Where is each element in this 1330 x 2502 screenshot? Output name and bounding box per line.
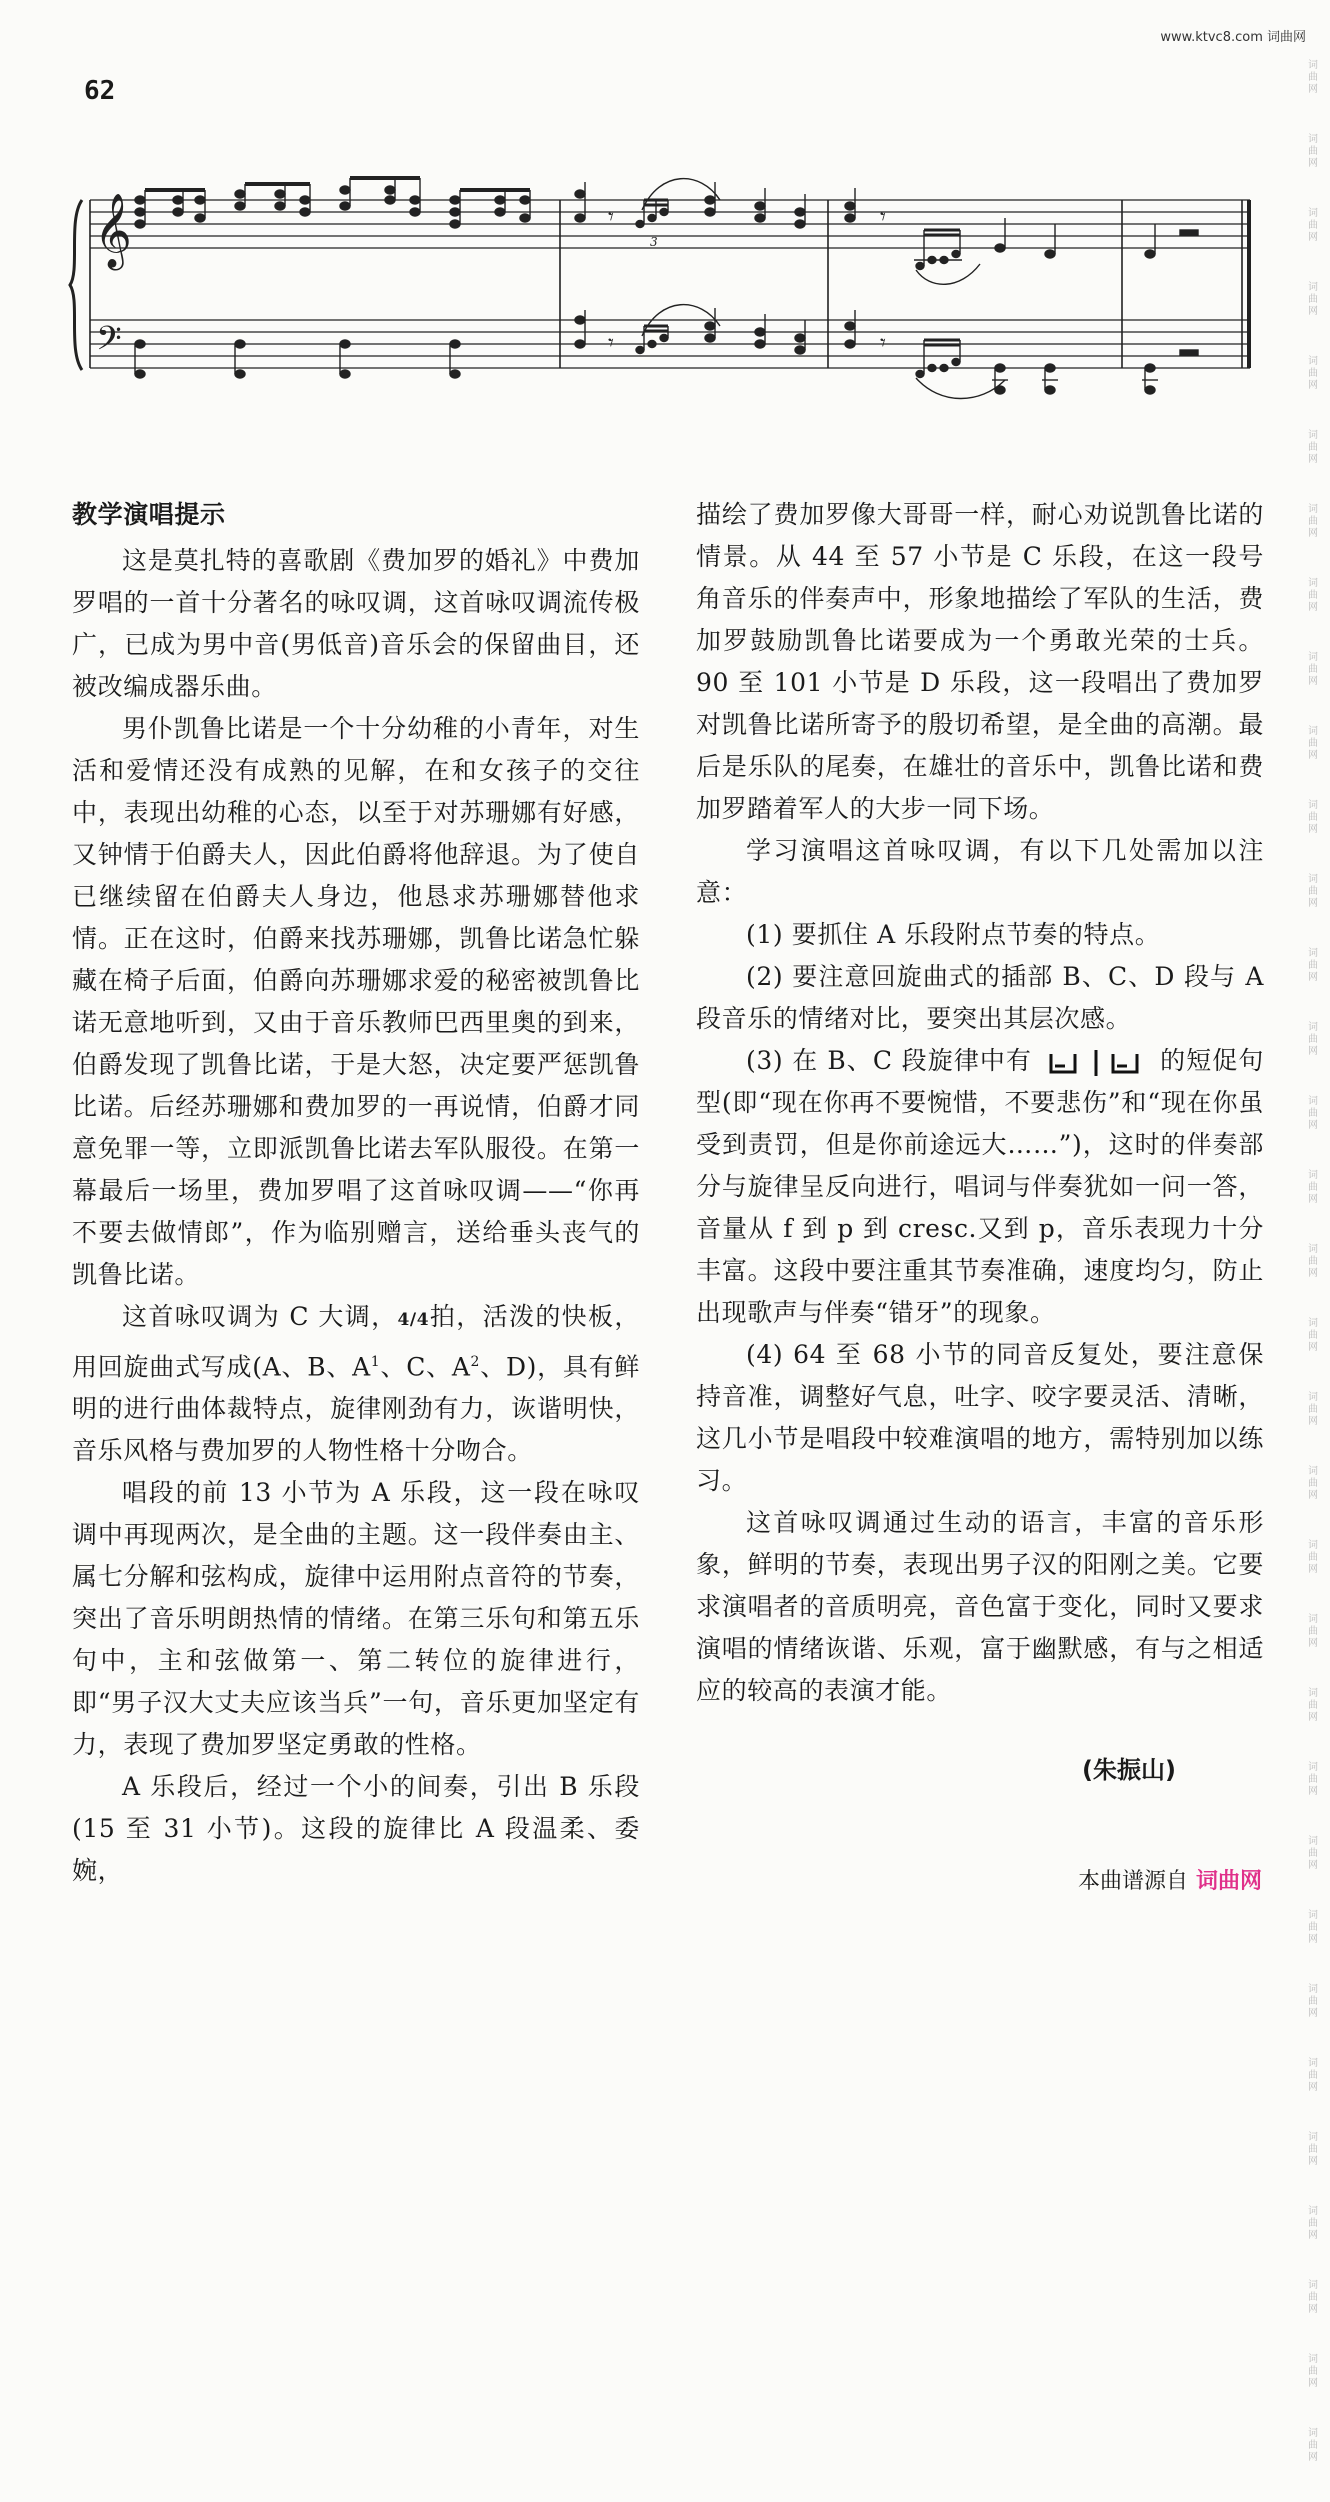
side-mark: 词曲网	[1308, 2354, 1318, 2389]
svg-text:𝄾: 𝄾	[608, 331, 614, 356]
side-mark: 词曲网	[1308, 1836, 1318, 1871]
svg-text:𝄾: 𝄾	[880, 331, 886, 356]
bass-notes-measure-3	[845, 310, 1058, 399]
triplet-label: 3	[650, 235, 658, 249]
source-footer	[1078, 1864, 1262, 1895]
brand-name: 词曲网	[1196, 1869, 1263, 1894]
superscript: 2	[470, 1354, 481, 1370]
text-run: (3) 在 B、C 段旋律中有	[746, 1046, 1033, 1075]
time-signature: 4/4	[397, 1310, 430, 1330]
side-mark: 词曲网	[1308, 2428, 1318, 2463]
side-mark: 词曲网	[1308, 1540, 1318, 1575]
side-mark: 词曲网	[1308, 134, 1318, 169]
text-run: 的短促句型(即“现在你再不要惋惜，不要悲伤”和“现在你虽受到责罚，但是你前途远大……”)，这时的伴奏部分与旋律呈反向进行，唱词与伴奏犹如一问一答，音量从 f 到 p 到 cresc.又到 p，音乐表现力十分丰富。这段中要注重其节奏准确，速度均匀，防止出现歌声与伴奏“错牙”的现象。	[696, 1046, 1264, 1327]
side-mark: 词曲网	[1308, 2132, 1318, 2167]
paragraph: 学习演唱这首咏叹调，有以下几处需加以注意：	[696, 836, 1264, 907]
paragraph: 这首咏叹调通过生动的语言，丰富的音乐形象，鲜明的节奏，表现出男子汉的阳刚之美。它要求演唱者的音质明亮，音色富于变化，同时又要求演唱的情绪诙谐、乐观，富于幽默感，有与之相适应的较高的表演才能。	[696, 1508, 1264, 1705]
list-item	[696, 1040, 1264, 1334]
paragraph: 男仆凯鲁比诺是一个十分幼稚的小青年，对生活和爱情还没有成熟的见解，在和女孩子的交往中，表现出幼稚的心态，以至于对苏珊娜有好感，又钟情于伯爵夫人，因此伯爵将他辞退。为了使自已继续留在伯爵夫人身边，他恳求苏珊娜替他求情。正在这时，伯爵来找苏珊娜，凯鲁比诺急忙躲藏在椅子后面，伯爵向苏珊娜求爱的秘密被凯鲁比诺无意地听到，又由于音乐教师巴西里奥的到来，伯爵发现了凯鲁比诺，于是大怒，决定要严惩凯鲁比诺。后经苏珊娜和费加罗的一再说情，伯爵才同意免罪一等，立即派凯鲁比诺去军队服役。在第一幕最后一场里，费加罗唱了这首咏叹调——“你再不要去做情郎”，作为临别赠言，送给垂头丧气的凯鲁比诺。	[72, 714, 640, 1289]
treble-chords-measure-1	[135, 178, 530, 228]
svg-text:𝄾: 𝄾	[608, 205, 614, 230]
text-run: 、D)，具有鲜明的进行曲体裁特点，旋律刚劲有力，诙谐明快，音乐风格与费加罗的人物性格十分吻合。	[72, 1352, 640, 1466]
side-mark: 词曲网	[1308, 1688, 1318, 1723]
side-mark: 词曲网	[1308, 356, 1318, 391]
side-mark: 词曲网	[1308, 726, 1318, 761]
side-mark: 词曲网	[1308, 948, 1318, 983]
side-mark: 词曲网	[1308, 1614, 1318, 1649]
music-score	[60, 160, 1260, 410]
treble-clef-icon: 𝄞	[94, 194, 132, 268]
side-mark: 词曲网	[1308, 1096, 1318, 1131]
side-mark: 词曲网	[1308, 2280, 1318, 2315]
side-mark: 词曲网	[1308, 430, 1318, 465]
side-mark: 词曲网	[1308, 282, 1318, 317]
list-item: (1) 要抓住 A 乐段附点节奏的特点。	[746, 920, 1161, 949]
bass-notes-measure-1	[135, 340, 460, 378]
side-mark: 词曲网	[1308, 874, 1318, 909]
side-mark: 词曲网	[1308, 504, 1318, 539]
treble-staff	[90, 200, 1250, 248]
list-item: (4) 64 至 68 小节的同音反复处，要注意保持音准，调整好气息，吐字、咬字要灵活、清晰，这几小节是唱段中较难演唱的地方，需特别加以练习。	[696, 1340, 1264, 1495]
side-mark: 词曲网	[1308, 1762, 1318, 1797]
superscript: 1	[370, 1354, 381, 1370]
source-label: 本曲谱源自	[1078, 1869, 1189, 1894]
side-mark: 词曲网	[1308, 2206, 1318, 2241]
bass-clef-icon: 𝄢	[96, 320, 122, 366]
text-run: 这首咏叹调为 C 大调，	[122, 1302, 398, 1331]
side-mark: 词曲网	[1308, 1244, 1318, 1279]
side-mark: 词曲网	[1308, 1392, 1318, 1427]
side-mark: 词曲网	[1308, 1318, 1318, 1353]
paragraph: 这是莫扎特的喜歌剧《费加罗的婚礼》中费加罗唱的一首十分著名的咏叹调，这首咏叹调流传极广，已成为男中音(男低音)音乐会的保留曲目，还被改编成器乐曲。	[72, 546, 640, 701]
grand-staff-brace	[70, 200, 82, 370]
paragraph: A 乐段后，经过一个小的间奏，引出 B 乐段(15 至 31 小节)。这段的旋律比 A 段温柔、委婉，	[72, 1772, 640, 1886]
side-mark: 词曲网	[1308, 1170, 1318, 1205]
site-watermark: www.ktvc8.com 词曲网	[1160, 30, 1306, 45]
side-mark: 词曲网	[1308, 1466, 1318, 1501]
side-mark: 词曲网	[1308, 1984, 1318, 2019]
list-item: (2) 要注意回旋曲式的插部 B、C、D 段与 A 段音乐的情绪对比，要突出其层次感。	[696, 962, 1264, 1033]
right-column	[696, 494, 1264, 1712]
bass-staff	[90, 320, 1250, 368]
side-watermark-strip	[1308, 60, 1324, 2502]
left-column	[72, 494, 640, 1892]
side-mark: 词曲网	[1308, 578, 1318, 613]
rhythm-pattern-icon	[1041, 1048, 1151, 1078]
paragraph: 描绘了费加罗像大哥哥一样，耐心劝说凯鲁比诺的情景。从 44 至 57 小节是 C 乐段，在这一段号角音乐的伴奏声中，形象地描绘了军队的生活，费加罗鼓励凯鲁比诺要成为一个勇敢光荣的士兵。90 至 101 小节是 D 乐段，这一段唱出了费加罗对凯鲁比诺所寄予的殷切希望，是全曲的高潮。最后是乐队的尾奏，在雄壮的音乐中，凯鲁比诺和费加罗踏着军人的大步一同下场。	[696, 500, 1264, 823]
side-mark: 词曲网	[1308, 800, 1318, 835]
side-mark: 词曲网	[1308, 60, 1318, 95]
text-run: 拍，活泼的快板，用回旋曲式写成(A、B、A	[72, 1302, 640, 1382]
treble-notes-measure-2	[575, 179, 805, 249]
paragraph: 唱段的前 13 小节为 A 乐段，这一段在咏叹调中再现两次，是全曲的主题。这一段伴奏由主、属七分解和弦构成，旋律中运用附点音符的节奏，突出了音乐明朗热情的情绪。在第三乐句和第五乐句中，主和弦做第一、第二转位的旋律进行，即“男子汉大丈夫应该当兵”一句，音乐更加坚定有力，表现了费加罗坚定勇敢的性格。	[72, 1478, 640, 1760]
author-credit: (朱振山)	[1082, 1756, 1176, 1784]
paragraph-key-and-form	[72, 1296, 640, 1472]
side-mark: 词曲网	[1308, 1022, 1318, 1057]
text-run: 、C、A	[380, 1352, 471, 1382]
side-mark: 词曲网	[1308, 652, 1318, 687]
svg-text:𝄾: 𝄾	[880, 205, 886, 230]
side-mark: 词曲网	[1308, 2058, 1318, 2093]
bass-notes-measure-2	[575, 305, 805, 356]
barlines	[90, 200, 1249, 368]
side-mark: 词曲网	[1308, 1910, 1318, 1945]
treble-notes-measure-4	[1145, 224, 1198, 258]
section-title: 教学演唱提示	[72, 500, 226, 529]
page-number: 62	[84, 76, 116, 106]
side-mark: 词曲网	[1308, 208, 1318, 243]
